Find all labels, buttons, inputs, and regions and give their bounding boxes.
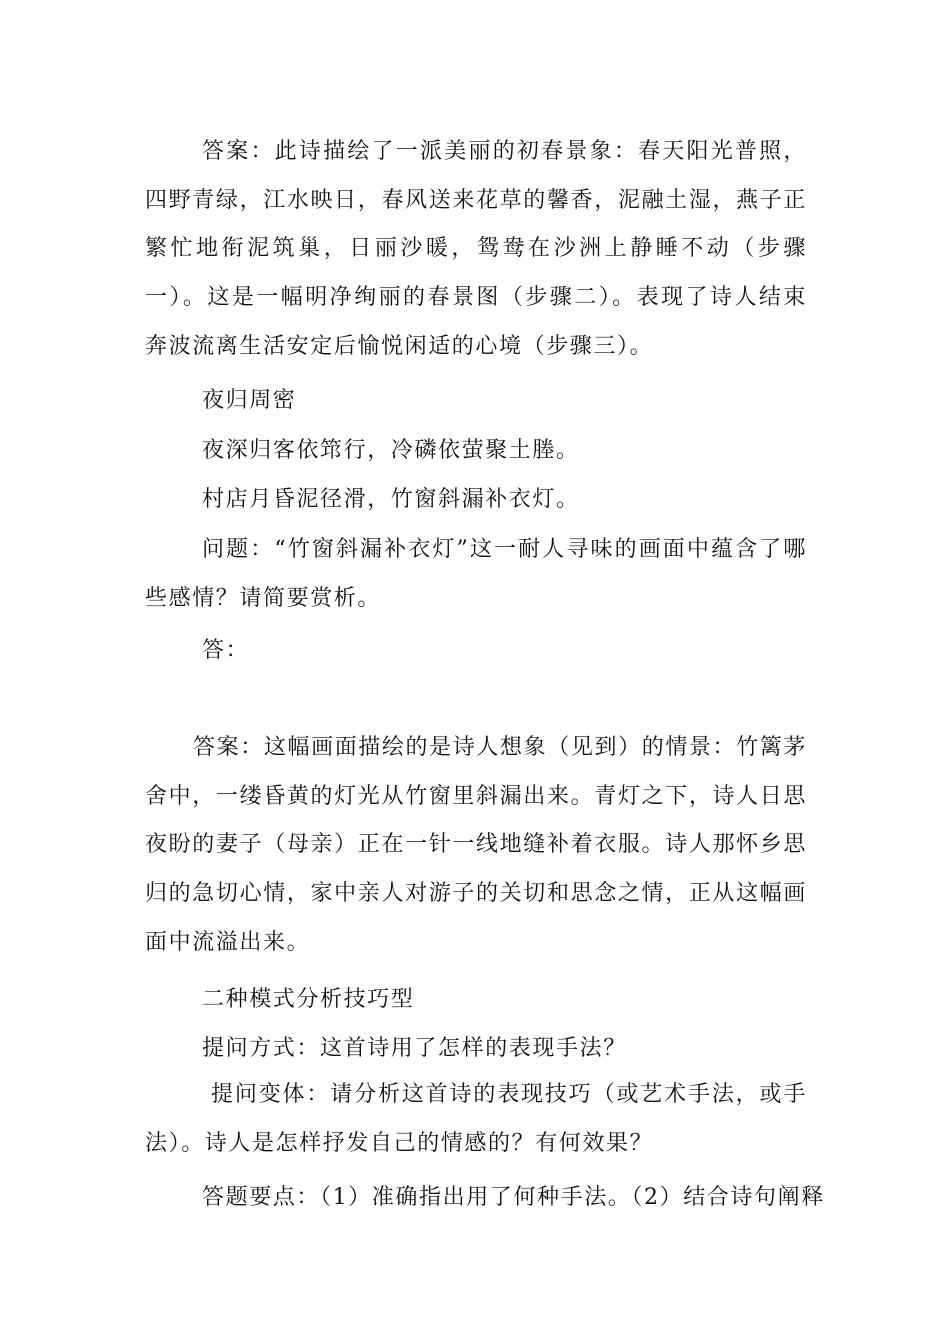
section-heading: 二种模式分析技巧型 [202, 987, 415, 1012]
ask-method: 提问方式：这首诗用了怎样的表现手法？ [202, 1036, 627, 1061]
answer-paragraph-1: 答案：此诗描绘了一派美丽的初春景象：春天阳光普照，四野青绿，江水映日，春风送来花草的馨香，泥融土湿，燕子正繁忙地衔泥筑巢，日丽沙暖，鸳鸯在沙洲上静睡不动（步骤一）。这是一幅明净绚丽的春景图（步骤二）。表现了诗人结束奔波流离生活安定后愉悦闲适的心境（步骤三）。 [145, 139, 807, 359]
answer-prompt: 答： [202, 638, 250, 663]
ask-variant-paragraph: 提问变体：请分析这首诗的表现技巧（或艺术手法，或手法）。诗人是怎样抒发自己的情感的？有何效果？ [145, 1082, 807, 1156]
poem-line-2: 村店月昏泥径滑，竹窗斜漏补衣灯。 [202, 487, 580, 512]
poem-line-1: 夜深归客依筇行，冷磷依萤聚土塍。 [202, 438, 580, 463]
key-points: 答题要点：（1）准确指出用了何种手法。（2）结合诗句阐释 [202, 1185, 825, 1210]
answer-paragraph-2: 答案：这幅画面描绘的是诗人想象（见到）的情景：竹篱茅舍中，一缕昏黄的灯光从竹窗里斜漏出来。青灯之下，诗人日思夜盼的妻子（母亲）正在一针一线地缝补着衣服。诗人那怀乡思归的急切心情，家中亲人对游子的关切和思念之情，正从这幅画面中流溢出来。 [145, 735, 807, 955]
question-paragraph: 问题：“竹窗斜漏补衣灯”这一耐人寻味的画面中蕴含了哪些感情？请简要赏析。 [145, 537, 807, 611]
poem-title: 夜归周密 [202, 388, 297, 413]
